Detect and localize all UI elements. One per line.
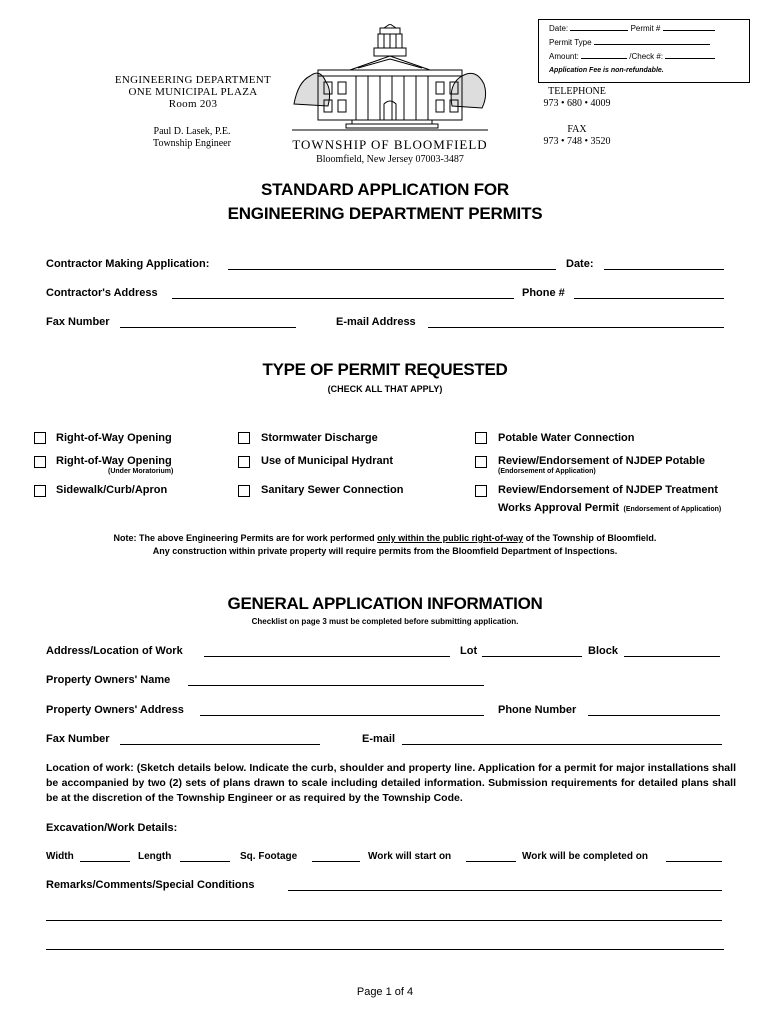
sidewalk-curb-apron-checkbox[interactable] (34, 485, 46, 497)
dept-line-3: Room 203 (168, 98, 218, 110)
row-opening-moratorium-label: Right-of-Way Opening (56, 455, 172, 467)
start-date-field[interactable] (466, 850, 516, 862)
remarks-field-2[interactable] (46, 909, 722, 921)
town-hall-illustration (292, 24, 488, 136)
completion-date-label: Work will be completed on (522, 851, 648, 862)
page-number: Page 1 of 4 (356, 986, 414, 998)
width-label: Width (46, 851, 74, 862)
telephone-number: 973 • 680 • 4009 (543, 98, 611, 109)
sanitary-sewer-label: Sanitary Sewer Connection (261, 484, 404, 496)
stormwater-discharge-label: Stormwater Discharge (261, 432, 378, 444)
owner-phone-label: Phone Number (498, 704, 577, 716)
length-label: Length (138, 851, 172, 862)
excavation-label: Excavation/Work Details: (46, 822, 178, 834)
potable-water-checkbox[interactable] (475, 432, 487, 444)
contractor-name-label: Contractor Making Application: (46, 258, 210, 270)
engineer-block (112, 126, 272, 150)
work-location-field[interactable] (204, 645, 450, 657)
municipal-hydrant-label: Use of Municipal Hydrant (261, 455, 394, 467)
lot-field[interactable] (482, 645, 582, 657)
njdep-treatment-checkbox[interactable] (475, 485, 487, 497)
owner-name-field[interactable] (188, 674, 484, 686)
department-block (100, 74, 286, 110)
fee-note: Application Fee is non-refundable. (549, 67, 664, 74)
contractor-fax-label: Fax Number (46, 316, 110, 328)
office-amount-label: Amount: (549, 52, 579, 61)
block-field[interactable] (624, 645, 720, 657)
njdep-potable-label: Review/Endorsement of NJDEP Potable (498, 455, 706, 467)
permit-note-line-1 (40, 532, 730, 544)
permit-note-underline: only within the public right-of-way (377, 533, 524, 543)
owner-address-field[interactable] (200, 704, 484, 716)
njdep-treatment-line-2 (498, 498, 721, 516)
contractor-email-field[interactable] (428, 316, 724, 328)
contractor-name-field[interactable] (228, 258, 556, 270)
contractor-address-field[interactable] (172, 287, 514, 299)
owner-fax-field[interactable] (120, 733, 320, 745)
form-title-line-1: STANDARD APPLICATION FOR (261, 180, 509, 199)
remarks-label: Remarks/Comments/Special Conditions (46, 879, 255, 891)
office-date-label: Date: (549, 24, 569, 33)
njdep-potable-checkbox[interactable] (475, 456, 487, 468)
contractor-phone-label: Phone # (522, 287, 565, 299)
office-permit-type-field[interactable] (594, 36, 710, 45)
office-date-field[interactable] (570, 22, 628, 31)
contractor-address-label: Contractor's Address (46, 287, 158, 299)
permit-note-post: of the Township of Bloomfield. (523, 533, 657, 543)
completion-date-field[interactable] (666, 850, 722, 862)
office-permit-no-label: Permit # (630, 24, 661, 33)
contractor-email-label: E-mail Address (336, 316, 416, 328)
block-label: Block (588, 645, 618, 657)
dept-line-1: ENGINEERING DEPARTMENT (114, 74, 272, 86)
fax-number: 973 • 748 • 3520 (543, 136, 611, 147)
telephone-block (522, 86, 632, 110)
office-use-box (538, 19, 750, 83)
location-paragraph: Location of work: (Sketch details below. Indicate the curb, shoulder and property line. Application for a permit for major installations shall be accompanied by two (2) sets of plans drawn to scale including detailed information. Submission requirements for detailed plans shall be at the discretion of the Township Engineer or as required by the Township Code. (46, 762, 736, 804)
owner-address-label: Property Owners' Address (46, 704, 184, 716)
lot-label: Lot (460, 645, 478, 657)
contractor-date-field[interactable] (604, 258, 724, 270)
sqft-label: Sq. Footage (240, 851, 298, 862)
sqft-field[interactable] (312, 850, 360, 862)
municipal-hydrant-checkbox[interactable] (238, 456, 250, 468)
width-field[interactable] (80, 850, 130, 862)
permit-note-line-2: Any construction within private property will require permits from the Bloomfield Department of Inspections. (152, 546, 618, 556)
permit-type-heading: TYPE OF PERMIT REQUESTED (262, 360, 508, 379)
owner-email-label: E-mail (362, 733, 396, 745)
township-name: TOWNSHIP OF BLOOMFIELD (292, 137, 488, 152)
remarks-field-3[interactable] (46, 938, 724, 950)
row-opening-checkbox[interactable] (34, 432, 46, 444)
sanitary-sewer-checkbox[interactable] (238, 485, 250, 497)
contractor-date-label: Date: (566, 258, 594, 270)
potable-water-label: Potable Water Connection (498, 432, 635, 444)
permit-type-subheading: (CHECK ALL THAT APPLY) (327, 384, 443, 394)
engineer-name: Paul D. Lasek, P.E. (153, 126, 231, 137)
office-permit-no-field[interactable] (663, 22, 715, 31)
length-field[interactable] (180, 850, 230, 862)
owner-fax-label: Fax Number (46, 733, 110, 745)
start-date-label: Work will start on (368, 851, 452, 862)
njdep-treatment-label: Review/Endorsement of NJDEP Treatment (498, 484, 718, 496)
njdep-potable-sub: (Endorsement of Application) (498, 468, 596, 475)
office-check-no-label: /Check #: (629, 52, 664, 61)
general-info-heading: GENERAL APPLICATION INFORMATION (227, 594, 543, 613)
sidewalk-curb-apron-label: Sidewalk/Curb/Apron (56, 484, 168, 496)
form-title-line-2: ENGINEERING DEPARTMENT PERMITS (227, 204, 543, 223)
row-opening-label: Right-of-Way Opening (56, 432, 172, 444)
office-check-no-field[interactable] (665, 50, 715, 59)
telephone-label: TELEPHONE (548, 86, 606, 97)
stormwater-discharge-checkbox[interactable] (238, 432, 250, 444)
owner-name-label: Property Owners' Name (46, 674, 171, 686)
owner-phone-field[interactable] (588, 704, 720, 716)
office-amount-field[interactable] (581, 50, 627, 59)
fax-block (522, 124, 632, 148)
engineer-title: Township Engineer (153, 138, 231, 149)
remarks-field-1[interactable] (288, 879, 722, 891)
njdep-treatment-label-2: Works Approval Permit (498, 502, 620, 514)
fax-label: FAX (567, 124, 587, 135)
permit-note-pre: Note: The above Engineering Permits are for work performed (113, 533, 378, 543)
row-opening-moratorium-checkbox[interactable] (34, 456, 46, 468)
office-permit-type-label: Permit Type (549, 38, 592, 47)
owner-email-field[interactable] (402, 733, 722, 745)
dept-line-2: ONE MUNICIPAL PLAZA (128, 86, 258, 98)
work-location-label: Address/Location of Work (46, 645, 183, 657)
contractor-phone-field[interactable] (574, 287, 724, 299)
general-info-subheading: Checklist on page 3 must be completed before submitting application. (251, 617, 519, 626)
njdep-treatment-sub: (Endorsement of Application) (623, 506, 722, 513)
contractor-fax-field[interactable] (120, 316, 296, 328)
row-opening-moratorium-sub: (Under Moratorium) (108, 468, 174, 475)
township-address: Bloomfield, New Jersey 07003-3487 (316, 154, 464, 165)
